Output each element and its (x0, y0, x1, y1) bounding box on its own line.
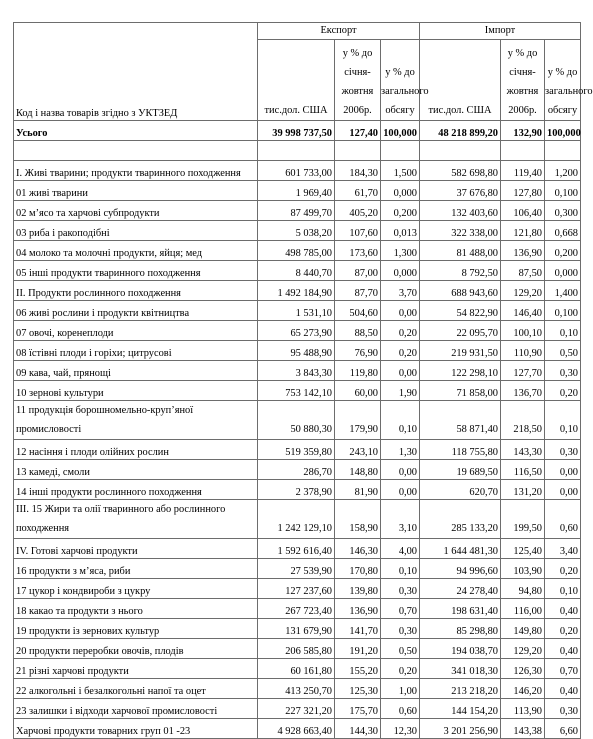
row-cell: 0,40 (545, 639, 581, 659)
header-export-pct-jan-oct: у % до січня-жовтня 2006р. (335, 40, 381, 121)
row-label: 19 продукти із зернових культур (14, 619, 258, 639)
row-cell: 519 359,80 (258, 440, 335, 460)
blank-cell (258, 141, 335, 161)
row-label: Харчові продукти товарних груп 01 -23 (14, 719, 258, 739)
row-cell: 85 298,80 (420, 619, 501, 639)
row-cell: 0,00 (381, 361, 420, 381)
row-cell: 6,60 (545, 719, 581, 739)
row-cell: 199,50 (501, 500, 545, 539)
row-cell: 227 321,20 (258, 699, 335, 719)
row-cell: 0,30 (545, 440, 581, 460)
row-cell: 2 378,90 (258, 480, 335, 500)
table-row (14, 381, 581, 401)
row-cell: 0,200 (381, 201, 420, 221)
row-cell: 94 996,60 (420, 559, 501, 579)
row-cell: 213 218,20 (420, 679, 501, 699)
row-cell: 0,000 (381, 181, 420, 201)
row-cell: 121,80 (501, 221, 545, 241)
row-cell: 58 871,40 (420, 401, 501, 440)
row-cell: 12,30 (381, 719, 420, 739)
row-cell: 81,90 (335, 480, 381, 500)
table-row (14, 659, 581, 679)
row-cell: 113,90 (501, 699, 545, 719)
row-label: 02 м’ясо та харчові субпродукти (14, 201, 258, 221)
row-cell: 129,20 (501, 639, 545, 659)
row-cell: 0,20 (381, 341, 420, 361)
row-cell: 0,60 (545, 500, 581, 539)
row-cell: 0,000 (545, 261, 581, 281)
row-cell: 87,50 (501, 261, 545, 281)
total-row (14, 121, 581, 141)
blank-cell (14, 141, 258, 161)
row-cell: 405,20 (335, 201, 381, 221)
row-cell: 1 969,40 (258, 181, 335, 201)
table-row (14, 241, 581, 261)
table-row (14, 161, 581, 181)
row-cell: 146,30 (335, 539, 381, 559)
row-cell: 136,70 (501, 381, 545, 401)
row-cell: 179,90 (335, 401, 381, 440)
row-cell: 0,013 (381, 221, 420, 241)
row-cell: 127 237,60 (258, 579, 335, 599)
table-row (14, 341, 581, 361)
row-cell: 144 154,20 (420, 699, 501, 719)
row-cell: 119,80 (335, 361, 381, 381)
header-import: Імпорт (420, 23, 581, 40)
row-cell: 504,60 (335, 301, 381, 321)
row-cell: 65 273,90 (258, 321, 335, 341)
table-row (14, 460, 581, 480)
row-label: 12 насіння і плоди олійних рослин (14, 440, 258, 460)
row-cell: 0,200 (545, 241, 581, 261)
row-cell: 341 018,30 (420, 659, 501, 679)
row-cell: 601 733,00 (258, 161, 335, 181)
total-cell: 132,90 (501, 121, 545, 141)
row-cell: 50 880,30 (258, 401, 335, 440)
row-cell: 144,30 (335, 719, 381, 739)
row-cell: 218,50 (501, 401, 545, 440)
row-cell: 107,60 (335, 221, 381, 241)
row-cell: 267 723,40 (258, 599, 335, 619)
row-cell: 0,000 (381, 261, 420, 281)
row-cell: 0,30 (545, 361, 581, 381)
row-cell: 0,50 (545, 341, 581, 361)
row-cell: 1,90 (381, 381, 420, 401)
row-cell: 119,40 (501, 161, 545, 181)
row-cell: 0,30 (381, 619, 420, 639)
row-cell: 127,80 (501, 181, 545, 201)
row-cell: 146,20 (501, 679, 545, 699)
row-cell: 0,20 (545, 381, 581, 401)
row-label: 01 живі тварини (14, 181, 258, 201)
row-cell: 1 644 481,30 (420, 539, 501, 559)
row-cell: 3,10 (381, 500, 420, 539)
row-cell: 0,300 (545, 201, 581, 221)
row-cell: 0,40 (545, 599, 581, 619)
row-cell: 141,70 (335, 619, 381, 639)
row-cell: 1,400 (545, 281, 581, 301)
row-cell: 61,70 (335, 181, 381, 201)
row-cell: 173,60 (335, 241, 381, 261)
row-cell: 127,70 (501, 361, 545, 381)
row-cell: 136,90 (335, 599, 381, 619)
header-code-name: Код і назва товарів згідно з УКТЗЕД (14, 23, 258, 121)
total-cell: 100,000 (381, 121, 420, 141)
header-import-usd: тис.дол. США (420, 40, 501, 121)
row-label: 21 різні харчові продукти (14, 659, 258, 679)
row-label: 20 продукти переробки овочів, плодів (14, 639, 258, 659)
table-row (14, 201, 581, 221)
row-cell: 1 592 616,40 (258, 539, 335, 559)
row-label: 13 камеді, смоли (14, 460, 258, 480)
table-row (14, 639, 581, 659)
header-export-usd: тис.дол. США (258, 40, 335, 121)
row-cell: 1,200 (545, 161, 581, 181)
row-cell: 71 858,00 (420, 381, 501, 401)
row-cell: 0,00 (545, 460, 581, 480)
blank-cell (501, 141, 545, 161)
table-row (14, 480, 581, 500)
row-cell: 175,70 (335, 699, 381, 719)
row-cell: 0,10 (545, 321, 581, 341)
blank-row (14, 141, 581, 161)
table-row (14, 361, 581, 381)
row-cell: 582 698,80 (420, 161, 501, 181)
row-label: 22 алкогольні і безалкогольні напої та оцет (14, 679, 258, 699)
row-cell: 27 539,90 (258, 559, 335, 579)
total-cell: 48 218 899,20 (420, 121, 501, 141)
row-cell: 125,30 (335, 679, 381, 699)
row-cell: 219 931,50 (420, 341, 501, 361)
row-cell: 1 531,10 (258, 301, 335, 321)
row-cell: 149,80 (501, 619, 545, 639)
header-export-pct-total: у % до загального обсягу (381, 40, 420, 121)
row-cell: 131,20 (501, 480, 545, 500)
row-cell: 3,70 (381, 281, 420, 301)
row-cell: 0,10 (381, 559, 420, 579)
row-label: 08 їстівні плоди і горіхи; цитрусові (14, 341, 258, 361)
table-row (14, 440, 581, 460)
row-cell: 0,20 (381, 321, 420, 341)
row-cell: 198 631,40 (420, 599, 501, 619)
total-label: Усього (14, 121, 258, 141)
header-row-groups (14, 23, 581, 40)
row-cell: 131 679,90 (258, 619, 335, 639)
header-import-pct-total: у % до загального обсягу (545, 40, 581, 121)
row-label: 05 інші продукти тваринного походження (14, 261, 258, 281)
table-row (14, 181, 581, 201)
row-cell: 753 142,10 (258, 381, 335, 401)
row-label: 16 продукти з м’яса, риби (14, 559, 258, 579)
row-cell: 0,100 (545, 301, 581, 321)
table-row (14, 679, 581, 699)
blank-cell (420, 141, 501, 161)
row-label: II. Продукти рослинного походження (14, 281, 258, 301)
blank-cell (381, 141, 420, 161)
row-cell: 60,00 (335, 381, 381, 401)
row-cell: 95 488,90 (258, 341, 335, 361)
table-row (14, 559, 581, 579)
row-cell: 122 298,10 (420, 361, 501, 381)
row-cell: 243,10 (335, 440, 381, 460)
row-cell: 118 755,80 (420, 440, 501, 460)
row-label: 17 цукор і кондвироби з цукру (14, 579, 258, 599)
row-label: 14 інші продукти рослинного походження (14, 480, 258, 500)
row-label: I. Живі тварини; продукти тваринного походження (14, 161, 258, 181)
row-cell: 76,90 (335, 341, 381, 361)
row-cell: 116,00 (501, 599, 545, 619)
table-row (14, 261, 581, 281)
header-import-pct-jan-oct: у % до січня-жовтня 2006р. (501, 40, 545, 121)
row-cell: 3,40 (545, 539, 581, 559)
row-cell: 139,80 (335, 579, 381, 599)
row-cell: 4 928 663,40 (258, 719, 335, 739)
table-row (14, 500, 581, 539)
row-cell: 0,20 (381, 659, 420, 679)
row-cell: 3 201 256,90 (420, 719, 501, 739)
table-row (14, 599, 581, 619)
row-cell: 158,90 (335, 500, 381, 539)
row-cell: 1,300 (381, 241, 420, 261)
row-cell: 8 792,50 (420, 261, 501, 281)
blank-cell (545, 141, 581, 161)
row-cell: 688 943,60 (420, 281, 501, 301)
row-cell: 146,40 (501, 301, 545, 321)
row-cell: 1,00 (381, 679, 420, 699)
total-cell: 39 998 737,50 (258, 121, 335, 141)
row-cell: 116,50 (501, 460, 545, 480)
row-cell: 103,90 (501, 559, 545, 579)
row-cell: 285 133,20 (420, 500, 501, 539)
row-cell: 1,30 (381, 440, 420, 460)
row-cell: 110,90 (501, 341, 545, 361)
row-cell: 0,10 (545, 579, 581, 599)
row-cell: 22 095,70 (420, 321, 501, 341)
blank-cell (335, 141, 381, 161)
row-cell: 1 492 184,90 (258, 281, 335, 301)
row-cell: 143,30 (501, 440, 545, 460)
row-cell: 0,100 (545, 181, 581, 201)
row-cell: 94,80 (501, 579, 545, 599)
total-cell: 127,40 (335, 121, 381, 141)
row-cell: 54 822,90 (420, 301, 501, 321)
row-cell: 184,30 (335, 161, 381, 181)
row-cell: 0,00 (381, 301, 420, 321)
row-cell: 136,90 (501, 241, 545, 261)
row-cell: 87,00 (335, 261, 381, 281)
row-cell: 0,70 (381, 599, 420, 619)
row-cell: 0,10 (545, 401, 581, 440)
total-cell: 100,000 (545, 121, 581, 141)
row-cell: 498 785,00 (258, 241, 335, 261)
row-cell: 206 585,80 (258, 639, 335, 659)
row-cell: 8 440,70 (258, 261, 335, 281)
row-cell: 129,20 (501, 281, 545, 301)
table-row (14, 719, 581, 739)
row-label: IV. Готові харчові продукти (14, 539, 258, 559)
row-cell: 413 250,70 (258, 679, 335, 699)
row-label: 07 овочі, коренеплоди (14, 321, 258, 341)
table-row (14, 301, 581, 321)
row-cell: 191,20 (335, 639, 381, 659)
row-cell: 132 403,60 (420, 201, 501, 221)
row-cell: 125,40 (501, 539, 545, 559)
row-cell: 0,70 (545, 659, 581, 679)
row-cell: 0,60 (381, 699, 420, 719)
row-cell: 19 689,50 (420, 460, 501, 480)
row-cell: 0,50 (381, 639, 420, 659)
row-label: 18 какао та продукти з нього (14, 599, 258, 619)
row-cell: 148,80 (335, 460, 381, 480)
row-cell: 87 499,70 (258, 201, 335, 221)
row-label: 09 кава, чай, прянощі (14, 361, 258, 381)
table-row (14, 221, 581, 241)
table-row (14, 539, 581, 559)
row-cell: 81 488,00 (420, 241, 501, 261)
table-row (14, 321, 581, 341)
table-row (14, 401, 581, 440)
table-row (14, 619, 581, 639)
row-cell: 170,80 (335, 559, 381, 579)
row-label: 11 продукція борошномельно-круп’яної промисловості (14, 401, 258, 440)
row-cell: 1,500 (381, 161, 420, 181)
row-cell: 100,10 (501, 321, 545, 341)
row-cell: 0,00 (381, 480, 420, 500)
row-label: 10 зернові культури (14, 381, 258, 401)
row-cell: 88,50 (335, 321, 381, 341)
row-cell: 37 676,80 (420, 181, 501, 201)
row-cell: 0,00 (545, 480, 581, 500)
row-cell: 0,20 (545, 559, 581, 579)
row-cell: 4,00 (381, 539, 420, 559)
row-cell: 0,10 (381, 401, 420, 440)
row-label: 23 залишки і відходи харчової промисловості (14, 699, 258, 719)
row-label: III. 15 Жири та олії тваринного або рослинного походження (14, 500, 258, 539)
row-cell: 0,30 (381, 579, 420, 599)
table-row (14, 579, 581, 599)
row-cell: 0,20 (545, 619, 581, 639)
row-cell: 0,30 (545, 699, 581, 719)
row-cell: 155,20 (335, 659, 381, 679)
row-cell: 5 038,20 (258, 221, 335, 241)
row-label: 04 молоко та молочні продукти, яйця; мед (14, 241, 258, 261)
row-cell: 60 161,80 (258, 659, 335, 679)
row-cell: 620,70 (420, 480, 501, 500)
row-cell: 1 242 129,10 (258, 500, 335, 539)
row-cell: 24 278,40 (420, 579, 501, 599)
row-cell: 126,30 (501, 659, 545, 679)
row-cell: 322 338,00 (420, 221, 501, 241)
row-cell: 0,668 (545, 221, 581, 241)
row-cell: 0,40 (545, 679, 581, 699)
row-cell: 194 038,70 (420, 639, 501, 659)
trade-table (13, 22, 593, 739)
row-cell: 143,38 (501, 719, 545, 739)
table-row (14, 699, 581, 719)
row-cell: 87,70 (335, 281, 381, 301)
row-cell: 106,40 (501, 201, 545, 221)
row-label: 06 живі рослини і продукти квітництва (14, 301, 258, 321)
table-row (14, 281, 581, 301)
row-label: 03 риба і ракоподібні (14, 221, 258, 241)
row-cell: 3 843,30 (258, 361, 335, 381)
row-cell: 0,00 (381, 460, 420, 480)
header-export: Експорт (258, 23, 420, 40)
row-cell: 286,70 (258, 460, 335, 480)
